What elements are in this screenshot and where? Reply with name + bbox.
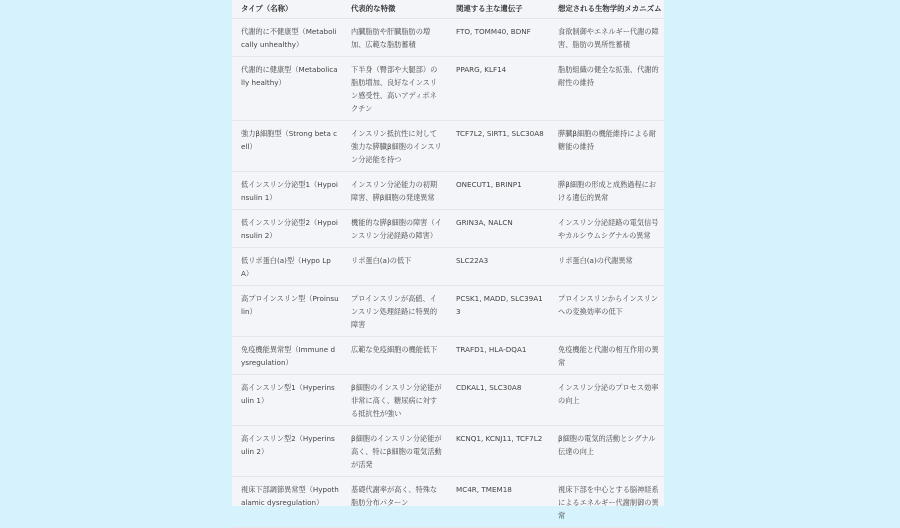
cell-feature: 下半身（臀部や大腿部）の脂肪増加、良好なインスリン感受性、高いアディポネクチン (342, 57, 447, 121)
cell-feature: インスリン抵抗性に対して強力な膵臓β細胞のインスリン分泌能を持つ (342, 121, 447, 172)
cell-feature: 基礎代謝率が高く、特殊な脂肪分布パターン (342, 477, 447, 528)
cell-genes: KCNQ1, KCNJ11, TCF7L2 (447, 426, 549, 477)
cell-genes: PCSK1, MADD, SLC39A13 (447, 286, 549, 337)
cell-mechanism: インスリン分泌のプロセス効率の向上 (549, 375, 664, 426)
header-feature: 代表的な特徴 (342, 0, 447, 19)
cell-genes: SLC22A3 (447, 248, 549, 286)
table-row (232, 337, 664, 375)
table-row (232, 57, 664, 121)
cell-type: 高プロインスリン型（Proinsulin） (232, 286, 342, 337)
table-row (232, 210, 664, 248)
table-row (232, 426, 664, 477)
header-type: タイプ（名称） (232, 0, 342, 19)
cell-mechanism: 膵β細胞の形成と成熟過程における遺伝的異常 (549, 172, 664, 210)
cell-type: 高インスリン型1（Hyperinsulin 1） (232, 375, 342, 426)
cell-mechanism: 膵臓β細胞の機能維持による耐糖能の維持 (549, 121, 664, 172)
cell-feature: リポ蛋白(a)の低下 (342, 248, 447, 286)
cell-type: 代謝的に不健康型（Metabolically unhealthy） (232, 19, 342, 57)
cell-genes: MC4R, TMEM18 (447, 477, 549, 528)
header-genes: 関連する主な遺伝子 (447, 0, 549, 19)
table-row (232, 121, 664, 172)
cell-type: 代謝的に健康型（Metabolically healthy） (232, 57, 342, 121)
cell-genes: PPARG, KLF14 (447, 57, 549, 121)
cell-mechanism: インスリン分泌経路の電気信号やカルシウムシグナルの異常 (549, 210, 664, 248)
cell-type: 強力β細胞型（Strong beta cell） (232, 121, 342, 172)
obesity-type-table (232, 0, 664, 528)
cell-feature: プロインスリンが高値、インスリン処理経路に特異的障害 (342, 286, 447, 337)
document-page (232, 0, 664, 520)
cell-type: 低インスリン分泌型1（Hypoinsulin 1） (232, 172, 342, 210)
cell-mechanism: 脂肪組織の健全な拡張、代謝的耐性の維持 (549, 57, 664, 121)
cell-feature: 機能的な膵β細胞の障害（インスリン分泌経路の障害） (342, 210, 447, 248)
table-row (232, 248, 664, 286)
cell-genes: CDKAL1, SLC30A8 (447, 375, 549, 426)
table-row (232, 286, 664, 337)
table-row (232, 19, 664, 57)
cell-mechanism: リポ蛋白(a)の代謝異常 (549, 248, 664, 286)
cell-feature: 広範な免疫細胞の機能低下 (342, 337, 447, 375)
cell-mechanism: プロインスリンからインスリンへの変換効率の低下 (549, 286, 664, 337)
cell-mechanism: 食欲制御やエネルギー代謝の障害、脂肪の異所性蓄積 (549, 19, 664, 57)
cell-feature: インスリン分泌能力の初期障害、膵β細胞の発達異常 (342, 172, 447, 210)
cell-genes: TCF7L2, SIRT1, SLC30A8 (447, 121, 549, 172)
table-row (232, 172, 664, 210)
table-header-row (232, 0, 664, 19)
cell-type: 視床下部調節異常型（Hypothalamic dysregulation） (232, 477, 342, 528)
table-row (232, 375, 664, 426)
cell-mechanism: β細胞の電気的活動とシグナル伝達の向上 (549, 426, 664, 477)
cell-type: 低インスリン分泌型2（Hypoinsulin 2） (232, 210, 342, 248)
table-row (232, 477, 664, 528)
cell-type: 低リポ蛋白(a)型（Hypo LpA） (232, 248, 342, 286)
cell-type: 免疫機能異常型（Immune dysregulation） (232, 337, 342, 375)
header-mechanism: 想定される生物学的メカニズム (549, 0, 664, 19)
cell-mechanism: 免疫機能と代謝の相互作用の異常 (549, 337, 664, 375)
cell-genes: GRIN3A, NALCN (447, 210, 549, 248)
cell-genes: FTO, TOMM40, BDNF (447, 19, 549, 57)
cell-feature: β細胞のインスリン分泌能が非常に高く、糖尿病に対する抵抗性が強い (342, 375, 447, 426)
cell-genes: ONECUT1, BRINP1 (447, 172, 549, 210)
cell-feature: β細胞のインスリン分泌能が高く、特にβ細胞の電気活動が活発 (342, 426, 447, 477)
cell-genes: TRAFD1, HLA-DQA1 (447, 337, 549, 375)
cell-mechanism: 視床下部を中心とする脳神経系によるエネルギー代謝制御の異常 (549, 477, 664, 528)
cell-feature: 内臓脂肪や肝臓脂肪の増加、広範な脂肪蓄積 (342, 19, 447, 57)
cell-type: 高インスリン型2（Hyperinsulin 2） (232, 426, 342, 477)
